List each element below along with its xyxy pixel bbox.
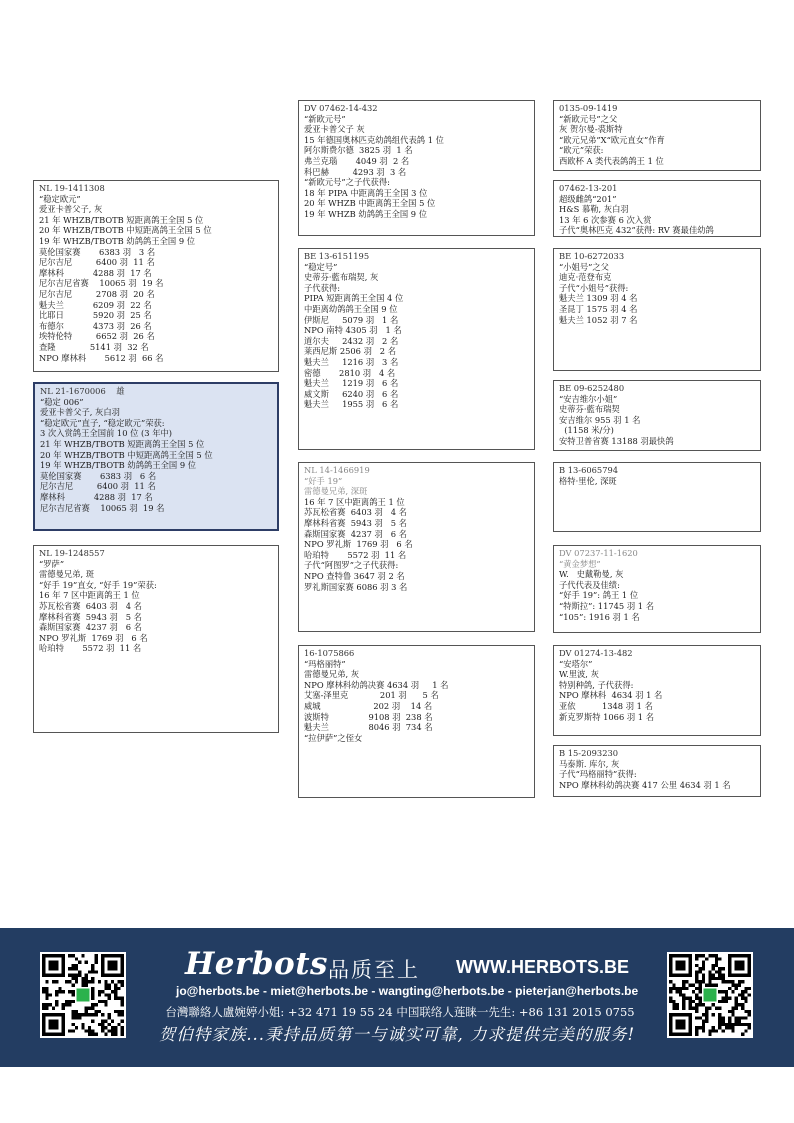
info-line: “欧元兄弟”X“欧元直女”作育 bbox=[559, 134, 665, 145]
info-line: 艾塞-泽里克 201 羽 5 名 bbox=[304, 690, 439, 701]
info-line: 哈珀特 5572 羽 11 名 bbox=[39, 643, 142, 654]
dam-sire-card bbox=[298, 462, 535, 632]
ring-number bbox=[39, 548, 273, 559]
info-line: NPO 摩林科 5612 羽 66 名 bbox=[39, 352, 164, 363]
pigeon-name: “安塔尔” bbox=[559, 658, 593, 669]
info-line: 苏瓦松省赛 6403 羽 4 名 bbox=[304, 507, 407, 518]
dam-dam-card bbox=[298, 645, 535, 798]
slogan: 品质至上 bbox=[328, 958, 420, 982]
ring-text: 16-1075866 bbox=[304, 648, 355, 658]
info-line: 安特卫普省赛 13188 羽最快鸽 bbox=[559, 435, 674, 446]
info-line: “105”: 1916 羽 1 名 bbox=[559, 611, 640, 622]
pigeon-name: 超级雌鸽“201” bbox=[559, 193, 617, 204]
sire-sire-sire-card bbox=[553, 100, 761, 171]
info-line: 摩林科 4288 羽 17 名 bbox=[40, 491, 153, 502]
dam-card bbox=[33, 545, 279, 733]
info-line: 爱亚卡普父子, 灰 bbox=[39, 204, 103, 215]
info-line: 雷德曼兄弟, 斑 bbox=[39, 569, 95, 580]
info-line: 弗兰克瑙 4049 羽 2 名 bbox=[304, 155, 410, 166]
info-line: NPO 摩林科 4634 羽 1 名 bbox=[559, 690, 663, 701]
info-line: 威文斯 6240 羽 6 名 bbox=[304, 388, 399, 399]
info-line: “好手 19”直女, “好手 19”荣获: bbox=[39, 579, 157, 590]
dam-sire-sire-card bbox=[553, 462, 761, 532]
pigeon-name: 格特·里伦, 深斑 bbox=[559, 475, 617, 486]
ring-text: B 13-6065794 bbox=[559, 465, 619, 475]
info-line: 魁夫兰 1216 羽 3 名 bbox=[304, 356, 399, 367]
ring-number bbox=[559, 103, 755, 114]
subject-card bbox=[33, 382, 279, 531]
pigeon-name: “玛格丽特” bbox=[304, 658, 346, 669]
info-line: 中距离幼鸽鸽王全国 9 位 bbox=[304, 303, 398, 314]
info-line: 道尔夫 2432 羽 2 名 bbox=[304, 335, 399, 346]
ring-number bbox=[559, 383, 755, 394]
info-line: 史蒂芬·藍布瑞契, 灰 bbox=[304, 272, 379, 283]
info-line: 特别种鸽, 子代获得: bbox=[559, 679, 634, 690]
info-line: 威城 202 羽 14 名 bbox=[304, 700, 433, 711]
sire-dam-dam-card bbox=[553, 380, 761, 451]
pigeon-name: “稳定欧元” bbox=[39, 193, 81, 204]
info-line: W.里波, 灰 bbox=[559, 669, 599, 680]
info-line: 灰 贺尔曼-裘斯特 bbox=[559, 124, 623, 135]
info-line: 爱亚卡普父子, 灰白羽 bbox=[40, 407, 120, 418]
info-line: 魁夫兰 1052 羽 7 名 bbox=[559, 314, 638, 325]
info-line: 爱亚卡普父子 灰 bbox=[304, 124, 365, 135]
ring-text: NL 19-1248557 bbox=[39, 548, 105, 558]
info-line: 子代“奥林匹克 432”获得: RV 赛最佳幼鸽 bbox=[559, 225, 714, 236]
ring-text: BE 10-6272033 bbox=[559, 251, 625, 261]
info-line: 密德 2810 羽 4 名 bbox=[304, 367, 396, 378]
info-line: 子代获得: bbox=[304, 282, 340, 293]
info-line: 查隆 5141 羽 32 名 bbox=[39, 341, 149, 352]
ring-number bbox=[304, 103, 529, 114]
pigeon-name: “罗萨” bbox=[39, 558, 65, 569]
info-line: PIPA 短距离鸽王全国 4 位 bbox=[304, 293, 404, 304]
info-line: 子代“玛格丽特”获得: bbox=[559, 769, 637, 780]
info-line: 子代代表及佳绩: bbox=[559, 579, 620, 590]
info-line: 16 年 7 区中距离鸽王 1 位 bbox=[304, 496, 405, 507]
info-line: 魁夫兰 8046 羽 734 名 bbox=[304, 722, 433, 733]
info-line: 科巴赫 4293 羽 3 名 bbox=[304, 166, 407, 177]
ring-text: DV 01274-13-482 bbox=[559, 648, 633, 658]
info-line: 罗礼斯国家赛 6086 羽 3 名 bbox=[304, 581, 408, 592]
info-line: H&S 慕勒, 灰白羽 bbox=[559, 204, 629, 215]
sire-dam-card bbox=[298, 248, 535, 450]
ring-number bbox=[559, 251, 755, 262]
info-line: 森斯国家赛 4237 羽 6 名 bbox=[304, 528, 407, 539]
sire-dam-sire-card bbox=[553, 248, 761, 371]
ring-number bbox=[559, 465, 755, 476]
ring-number bbox=[559, 183, 755, 194]
info-line: 21 年 WHZB/TBOTB 短距离鸽王全国 5 位 bbox=[39, 214, 204, 225]
info-line: NPO 罗礼斯 1769 羽 6 名 bbox=[304, 539, 413, 550]
ring-text: DV 07237-11-1620 bbox=[559, 548, 638, 558]
info-line: 子代“阿图罗”之子代获得: bbox=[304, 560, 399, 571]
info-line: 雷德曼兄弟, 深斑 bbox=[304, 486, 368, 497]
info-line: 3 次入赏鸽王全国前 10 位 (3 年中) bbox=[40, 428, 173, 439]
pigeon-name: 马泰斯. 库尔, 灰 bbox=[559, 758, 620, 769]
info-line: 莫伦国家赛 6383 羽 3 名 bbox=[39, 246, 156, 257]
info-line: 迪克·范登布克 bbox=[559, 272, 612, 283]
ring-text: 07462-13-201 bbox=[559, 183, 618, 193]
ring-text: DV 07462-14-432 bbox=[304, 103, 378, 113]
ring-text: 0135-09-1419 bbox=[559, 103, 618, 113]
dam-sire-dam-card bbox=[553, 545, 761, 633]
info-line: 20 年 WHZB/TBOTB 中短距离鸽王全国 5 位 bbox=[39, 225, 212, 236]
ring-text: BE 09-6252480 bbox=[559, 383, 625, 393]
info-line: 19 年 WHZB/TBOTB 幼鸽鸽王全国 9 位 bbox=[40, 460, 197, 471]
info-line: 安吉维尔 955 羽 1 名 bbox=[559, 414, 641, 425]
sire-card bbox=[33, 180, 279, 372]
info-line: 森斯国家赛 4237 羽 6 名 bbox=[39, 622, 142, 633]
info-line: 摩林科 4288 羽 17 名 bbox=[39, 267, 152, 278]
pigeon-name: “新欧元号” bbox=[304, 113, 346, 124]
ring-number bbox=[304, 648, 529, 659]
pigeon-name: “稳定 006” bbox=[40, 396, 84, 407]
info-line: 魁夫兰 1219 羽 6 名 bbox=[304, 378, 399, 389]
info-line: 亚依 1348 羽 1 名 bbox=[559, 700, 653, 711]
ring-text: B 15-2093230 bbox=[559, 748, 619, 758]
website-link[interactable]: WWW.HERBOTS.BE bbox=[456, 957, 629, 977]
pigeon-name: “小姐号”之父 bbox=[559, 261, 609, 272]
info-line: 尼尔吉尼 2708 羽 20 名 bbox=[39, 288, 155, 299]
info-line: 埃特伦特 6652 羽 26 名 bbox=[39, 331, 155, 342]
sex-label: 雄 bbox=[105, 386, 125, 396]
ring-text: BE 13-6151195 bbox=[304, 251, 370, 261]
info-line: 摩林科省赛 5943 羽 5 名 bbox=[39, 611, 142, 622]
email-contacts[interactable]: jo@herbots.be - miet@herbots.be - wangting@herbots.be - pieterjan@herbots.be bbox=[176, 984, 639, 998]
ring-number bbox=[39, 183, 273, 194]
pigeon-name: “安吉维尔小姐” bbox=[559, 393, 618, 404]
ring-number bbox=[559, 648, 755, 659]
ring-number bbox=[304, 465, 529, 476]
info-line: “好手 19”: 鸽王 1 位 bbox=[559, 590, 639, 601]
info-line: “拉伊萨”之侄女 bbox=[304, 732, 363, 743]
motto: 贺伯特家族...秉持品质第一与诚实可靠, 力求提供完美的服务! bbox=[158, 1025, 636, 1044]
info-line: 波斯特 9108 羽 238 名 bbox=[304, 711, 433, 722]
info-line: 尼尔吉尼省赛 10065 羽 19 名 bbox=[40, 502, 165, 513]
info-line: 新克罗斯特 1066 羽 1 名 bbox=[559, 711, 655, 722]
info-line: 18 年 PIPA 中距离鸽王全国 3 位 bbox=[304, 187, 428, 198]
info-line: 21 年 WHZB/TBOTB 短距离鸽王全国 5 位 bbox=[40, 438, 205, 449]
info-line: 莱西尼斯 2506 羽 2 名 bbox=[304, 346, 396, 357]
info-line: 比耶日 5920 羽 25 名 bbox=[39, 310, 152, 321]
info-line: 摩林科省赛 5943 羽 5 名 bbox=[304, 517, 407, 528]
sire-sire-dam-card bbox=[553, 180, 761, 237]
info-line: 13 年 6 次参赛 6 次入赏 bbox=[559, 214, 652, 225]
info-line: 圣昆丁 1575 羽 4 名 bbox=[559, 303, 638, 314]
dam-dam-dam-card bbox=[553, 745, 761, 797]
info-line: 尼尔吉尼 6400 羽 11 名 bbox=[39, 257, 155, 268]
info-line: 尼尔吉尼 6400 羽 11 名 bbox=[40, 481, 156, 492]
info-line: 20 年 WHZB/TBOTB 中短距离鸽王全国 5 位 bbox=[40, 449, 213, 460]
info-line: (1158 米/分) bbox=[559, 425, 614, 436]
pigeon-name: “新欧元号”之父 bbox=[559, 113, 618, 124]
pigeon-name: “黄金梦想” bbox=[559, 558, 601, 569]
info-line: “新欧元号”之子代获得: bbox=[304, 177, 390, 188]
ring-number bbox=[304, 251, 529, 262]
ring-number bbox=[559, 748, 755, 759]
ring-number bbox=[559, 548, 755, 559]
ring-text: NL 19-1411308 bbox=[39, 183, 105, 193]
phone-contacts: 台灣聯絡人盧婉婷小姐: +32 471 19 55 24 中国联络人莲睐一先生: +86 131 2015 0755 bbox=[165, 1005, 635, 1019]
info-line: 尼尔吉尼省赛 10065 羽 19 名 bbox=[39, 278, 164, 289]
info-line: NPO 摩林科幼鸽决赛 417 公里 4634 羽 1 名 bbox=[559, 779, 731, 790]
herbots-logo: Herbots bbox=[185, 946, 328, 982]
footer-banner bbox=[0, 928, 794, 1067]
info-line: 15 年德国奥林匹克幼鸽组代表鸽 1 位 bbox=[304, 134, 444, 145]
info-line: 史蒂芬·藍布瑞契 bbox=[559, 404, 620, 415]
ring-number bbox=[40, 386, 272, 397]
ring-text: NL 14-1466919 bbox=[304, 465, 370, 475]
info-line: 子代“小姐号”获得: bbox=[559, 282, 629, 293]
qr-code-icon bbox=[669, 954, 751, 1036]
info-line: “稳定欧元”直子, “稳定欧元”荣获: bbox=[40, 417, 165, 428]
sire-sire-card bbox=[298, 100, 535, 236]
qr-code-right bbox=[667, 952, 753, 1038]
info-line: “欧元”荣获: bbox=[559, 145, 604, 156]
info-line: 莫伦国家赛 6383 羽 6 名 bbox=[40, 470, 157, 481]
info-line: 魁夫兰 1309 羽 4 名 bbox=[559, 293, 638, 304]
info-line: “特斯拉”: 11745 羽 1 名 bbox=[559, 600, 654, 611]
info-line: 20 年 WHZB 中距离鸽王全国 5 位 bbox=[304, 198, 436, 209]
info-line: 阿尔斯费尔德 3825 羽 1 名 bbox=[304, 145, 413, 156]
info-line: 哈珀特 5572 羽 11 名 bbox=[304, 549, 407, 560]
info-line: 苏瓦松省赛 6403 羽 4 名 bbox=[39, 600, 142, 611]
info-line: W. 史戴勒曼, 灰 bbox=[559, 569, 624, 580]
info-line: 19 年 WHZB/TBOTB 幼鸽鸽王全国 9 位 bbox=[39, 235, 196, 246]
info-line: 西欧杯 A 类代表鸽鸽王 1 位 bbox=[559, 155, 664, 166]
ring-text: NL 21-1670006 bbox=[40, 386, 106, 396]
pigeon-name: “好手 19” bbox=[304, 475, 343, 486]
dam-dam-sire-card bbox=[553, 645, 761, 736]
info-line: NPO 南特 4305 羽 1 名 bbox=[304, 325, 402, 336]
info-line: 雷德曼兄弟, 灰 bbox=[304, 669, 360, 680]
info-line: 19 年 WHZB 幼鸽鸽王全国 9 位 bbox=[304, 208, 428, 219]
info-line: 魁夫兰 1955 羽 6 名 bbox=[304, 399, 399, 410]
info-line: 伊斯尼 5079 羽 1 名 bbox=[304, 314, 399, 325]
info-line: NPO 罗礼斯 1769 羽 6 名 bbox=[39, 632, 148, 643]
info-line: NPO 摩林科幼鸽决赛 4634 羽 1 名 bbox=[304, 679, 449, 690]
pigeon-name: “稳定号” bbox=[304, 261, 338, 272]
info-line: 魁夫兰 6209 羽 22 名 bbox=[39, 299, 152, 310]
info-line: 16 年 7 区中距离鸽王 1 位 bbox=[39, 590, 140, 601]
info-line: NPO 查特鲁 3647 羽 2 名 bbox=[304, 570, 405, 581]
info-line: 布德尔 4373 羽 26 名 bbox=[39, 320, 152, 331]
